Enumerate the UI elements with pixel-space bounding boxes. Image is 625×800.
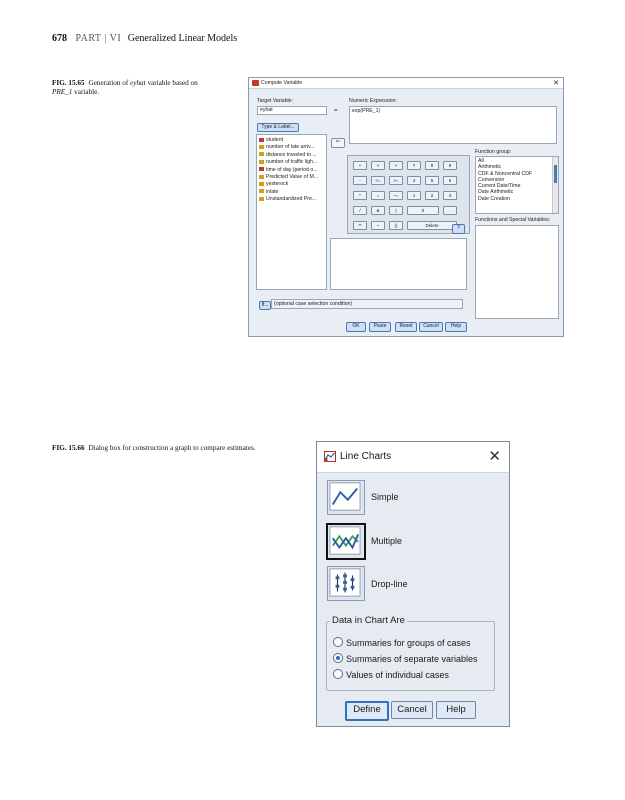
- move-variable-button[interactable]: ⇐: [331, 138, 345, 148]
- variable-name: time of day (period o...: [266, 166, 318, 173]
- chapter-title: Generalized Linear Models: [127, 33, 238, 44]
- keypad-key[interactable]: 8: [425, 161, 439, 170]
- multiple-chart-option[interactable]: [326, 523, 366, 560]
- function-description-area: [330, 238, 467, 290]
- keypad-key[interactable]: Delete: [407, 221, 457, 230]
- calculator-keypad: [347, 155, 470, 234]
- scrollbar-thumb[interactable]: [554, 165, 557, 183]
- variable-name: Predicted Value of M...: [266, 174, 319, 181]
- title-bar: [249, 78, 563, 89]
- data-in-chart-group: [326, 615, 495, 691]
- variable-name: yesterock: [266, 181, 289, 188]
- variable-type-icon: [259, 189, 264, 193]
- keypad-key[interactable]: .: [443, 206, 457, 215]
- variable-items: [259, 137, 318, 204]
- paste-button[interactable]: Paste: [369, 322, 391, 332]
- type-label-button[interactable]: Type & Label...: [257, 123, 299, 132]
- variable-name: number of traffic ligh...: [266, 159, 318, 166]
- keypad-key[interactable]: /: [353, 206, 367, 215]
- function-group-item[interactable]: Date Arithmetic: [478, 189, 514, 196]
- dialog-title: Compute Variable: [261, 80, 303, 86]
- multiple-label: Multiple: [371, 536, 403, 546]
- close-icon[interactable]: ✕: [553, 80, 559, 87]
- chart-icon: [324, 451, 336, 462]
- equals-sign: =: [334, 108, 338, 114]
- title-bar: [317, 442, 509, 473]
- variable-name: inlate: [266, 188, 279, 195]
- simple-label: Simple: [371, 492, 399, 502]
- function-group-scrollbar[interactable]: [552, 157, 558, 213]
- keypad-key[interactable]: 5: [425, 176, 439, 185]
- variable-type-icon: [259, 197, 264, 201]
- reset-button[interactable]: Reset: [395, 322, 417, 332]
- numeric-expression-label: Numeric Expression:: [349, 98, 397, 104]
- function-group-item[interactable]: CDF & Noncentral CDF: [478, 170, 533, 177]
- variable-list-item[interactable]: [259, 174, 318, 181]
- keypad-key[interactable]: -: [353, 176, 367, 185]
- page-number: 678: [52, 33, 67, 44]
- keypad-key[interactable]: (): [389, 221, 403, 230]
- part-label: PART | VI: [75, 33, 122, 44]
- variable-type-icon: [259, 152, 264, 156]
- variable-type-icon: [259, 138, 264, 142]
- drop-line-icon: [328, 567, 362, 598]
- variable-name: Unstandardized Pre...: [266, 196, 317, 203]
- radio-circle-selected[interactable]: [333, 653, 343, 663]
- simple-line-icon: [328, 481, 362, 512]
- target-variable-label: Target Variable:: [257, 98, 293, 104]
- drop-line-label: Drop-line: [371, 579, 408, 589]
- running-header: [52, 33, 237, 44]
- target-variable-input[interactable]: eyhat: [257, 106, 327, 115]
- radio-circle[interactable]: [333, 637, 343, 647]
- keypad-key[interactable]: >: [389, 161, 403, 170]
- app-icon: [252, 80, 259, 86]
- keypad-key[interactable]: 7: [407, 161, 421, 170]
- variable-name: number of late arriv...: [266, 144, 315, 151]
- keypad-key[interactable]: 1: [407, 191, 421, 200]
- variable-type-icon: [259, 160, 264, 164]
- keypad-key[interactable]: *: [353, 191, 367, 200]
- variable-type-icon: [259, 167, 264, 171]
- radio-circle[interactable]: [333, 669, 343, 679]
- function-group-item[interactable]: Conversion: [478, 176, 505, 183]
- keypad-key[interactable]: ~=: [389, 191, 403, 200]
- keypad-key[interactable]: =: [371, 191, 385, 200]
- function-group-item[interactable]: All: [478, 158, 484, 164]
- variable-type-icon: [259, 145, 264, 149]
- keypad-key[interactable]: |: [389, 206, 403, 215]
- keypad-key[interactable]: **: [353, 221, 367, 230]
- variable-list-item[interactable]: [259, 196, 318, 203]
- keypad-key[interactable]: 0: [407, 206, 439, 215]
- variable-list-item[interactable]: [259, 159, 318, 166]
- variable-list-item[interactable]: [259, 181, 318, 188]
- line-charts-dialog: [316, 441, 510, 727]
- figure-caption-65: FIG. 15.65 Generation of eyhat variable based on PRE_1 variable.: [52, 79, 198, 96]
- help-question-button[interactable]: ?: [452, 224, 465, 234]
- multiple-line-icon: [328, 525, 362, 556]
- function-group-item[interactable]: Arithmetic: [478, 164, 502, 171]
- keypad-key[interactable]: <: [371, 161, 385, 170]
- help-button[interactable]: Help: [445, 322, 467, 332]
- variable-name: distance traveled to ...: [266, 151, 317, 158]
- numeric-expression-input[interactable]: [349, 106, 557, 144]
- figure-caption-66: FIG. 15.66 Dialog box for construction a graph to compare estimates.: [52, 444, 256, 452]
- keypad-key[interactable]: 2: [425, 191, 439, 200]
- simple-chart-option[interactable]: [327, 480, 365, 515]
- define-button[interactable]: Define: [345, 701, 389, 721]
- ok-button[interactable]: OK: [346, 322, 366, 332]
- drop-line-chart-option[interactable]: [327, 566, 365, 601]
- radio-separate-variables[interactable]: Summaries of separate variables: [333, 653, 478, 664]
- variable-list-item[interactable]: [259, 167, 318, 174]
- if-button[interactable]: If...: [259, 301, 271, 310]
- function-group-item[interactable]: Current Date/Time: [478, 183, 521, 190]
- compute-variable-dialog: [248, 77, 564, 337]
- keypad-key[interactable]: &: [371, 206, 385, 215]
- variable-list-item[interactable]: [259, 137, 318, 144]
- keypad-key[interactable]: 6: [443, 176, 457, 185]
- function-group-label: Function group:: [475, 149, 512, 155]
- variable-list-item[interactable]: [259, 144, 318, 151]
- keypad-key[interactable]: 9: [443, 161, 457, 170]
- function-group-list[interactable]: [475, 156, 559, 214]
- variable-list-item[interactable]: [259, 189, 318, 196]
- dialog-title: Line Charts: [340, 451, 392, 462]
- variable-name: student: [266, 137, 284, 143]
- figure-label: FIG. 15.66: [52, 444, 85, 452]
- cancel-button[interactable]: Cancel: [419, 322, 443, 332]
- functions-list[interactable]: [475, 225, 559, 319]
- variable-type-icon: [259, 175, 264, 179]
- group-label: Data in Chart Are: [332, 615, 405, 626]
- functions-label: Functions and Special Variables:: [475, 217, 551, 223]
- if-condition-text: (optional case selection condition): [274, 301, 353, 307]
- figure-label: FIG. 15.65: [52, 79, 85, 87]
- help-button[interactable]: Help: [436, 701, 476, 719]
- function-group-items: [478, 158, 532, 202]
- variable-type-icon: [259, 182, 264, 186]
- keypad-key[interactable]: <=: [371, 176, 385, 185]
- function-group-item[interactable]: Date Creation: [478, 195, 511, 202]
- variable-list[interactable]: [256, 134, 327, 290]
- keypad-key[interactable]: ~: [371, 221, 385, 230]
- if-condition-field: [271, 299, 463, 309]
- close-icon[interactable]: ✕: [488, 448, 501, 465]
- cancel-button[interactable]: Cancel: [391, 701, 433, 719]
- radio-individual-cases[interactable]: Values of individual cases: [333, 669, 449, 680]
- radio-groups-of-cases[interactable]: Summaries for groups of cases: [333, 637, 471, 648]
- keypad-key[interactable]: +: [353, 161, 367, 170]
- keypad-key[interactable]: >=: [389, 176, 403, 185]
- variable-list-item[interactable]: [259, 152, 318, 159]
- keypad-key[interactable]: 4: [407, 176, 421, 185]
- numeric-expression-text: exp(PRE_1): [352, 108, 381, 114]
- keypad-key[interactable]: 3: [443, 191, 457, 200]
